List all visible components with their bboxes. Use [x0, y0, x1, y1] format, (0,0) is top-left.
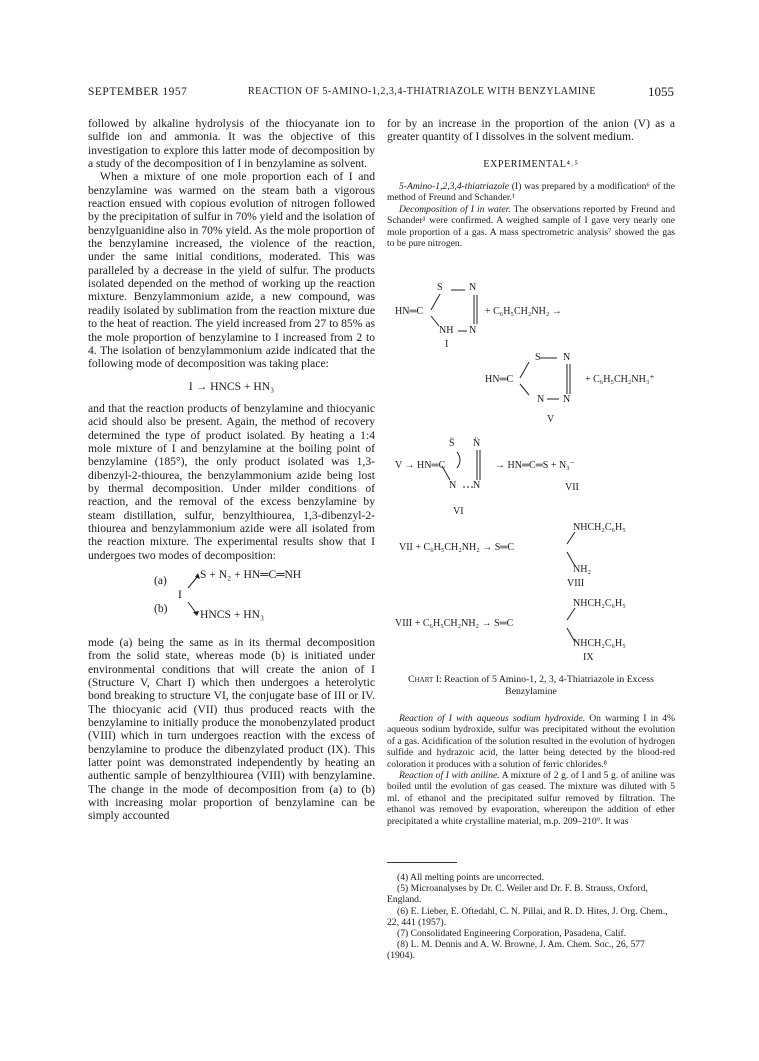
page-number: 1055 [648, 84, 674, 99]
struct-i-NH: NH [439, 325, 454, 336]
left-paragraph-1: followed by alkaline hydrolysis of the thiocyanate ion to sulfide ion and ammonia. It was the objective of this investigation to explore this latter mode of decomposition by a study of the decomposition of I in benzylamine as solvent. [88, 117, 375, 171]
struct-i-reagent: + C₆H₅CH₂NH₂ → [485, 306, 562, 317]
struct-vii-label: VII [565, 482, 579, 493]
struct-ix-label: IX [583, 652, 594, 663]
exp-naoh-text: On warming I in 4% aqueous sodium hydroxide, sulfur was precipitated without the evolution of a gas. Acidification of the solution resulted in the evolution of hydrogen sulfide and hydrazoic acid, the latter being detected by the blood-red coloration it produces with a solution of ferric chlorides.⁸ [387, 713, 675, 770]
mode-b-products: HNCS + HN₃ [200, 608, 265, 621]
header-title: REACTION OF 5-AMINO-1,2,3,4-THIATRIAZOLE WITH BENZYLAMINE [248, 86, 596, 97]
struct-ix-bottom: NHCH₂C₆H₅ [573, 638, 626, 649]
struct-viii-label: VIII [567, 578, 585, 589]
structure-bonds [387, 282, 675, 667]
struct-v-label: V [547, 414, 555, 425]
footnote-7: (7) Consolidated Engineering Corporation, Pasadena, Calif. [397, 928, 627, 940]
exp-water-text: The observations reported by Freund and Schander¹ were confirmed. A weighed sample of I gave very nearly one mole proportion of a gas. A mass spectrometric analysis⁷ showed the gas to be pure nitrogen. [387, 203, 675, 250]
arrowhead-down [193, 611, 199, 616]
left-paragraph-2: When a mixture of one mole proportion each of I and benzylamine was warmed on the steam bath a vigorous reaction ensued with copious evolution of nitrogen followed by the precipitation of sulfur in 70% yield and the isolation of benzylguanidine also in 70% yield. As the mole proportion of the benzylamine increased, the violence of the reaction, under the same initial conditions, moderated. This was paralleled by a decrease in the yield of sulfur. The products isolated depended on the method of working up the reaction mixture. Benzylammonium azide, a new compound, was readily isolated by sublimation from the reaction mixture due to the heat of reaction. The yield increased from 27 to 85% as the mole proportion of benzylamine to I increased from 2 to 4. The isolation of benzylammonium azide indicated that the following mode of decomposition was taking place: [88, 170, 375, 371]
struct-vi-S: S̈ [449, 438, 455, 449]
right-column-lower [387, 674, 675, 827]
left-column [88, 117, 375, 823]
arrow-down [188, 602, 196, 613]
bond [520, 362, 529, 378]
mode-a-products: S + N₂ + HN═C═NH [200, 568, 302, 581]
exp-prep-title: 5-Amino-1,2,3,4-thiatriazole [399, 181, 510, 193]
footnote-list [387, 872, 675, 962]
bond [567, 532, 575, 544]
struct-v-N: N [563, 352, 571, 363]
footnote-8: (8) L. M. Dennis and A. W. Browne, J. Am. Chem. Soc., 26, 577 (1904). [387, 939, 645, 962]
bond [520, 384, 529, 395]
header-date: SEPTEMBER 1957 [88, 86, 188, 98]
experimental-intro [387, 181, 675, 249]
footnote-6: (6) E. Lieber, E. Oftedahl, C. N. Pillai, and R. D. Hites, J. Org. Chem., 22, 441 (1957). [387, 905, 668, 928]
exp-naoh-title: Reaction of I with aqueous sodium hydroxide. [399, 713, 586, 724]
struct-vi-products: → HN═C═S + N₃⁻ [495, 460, 575, 471]
struct-v-N2: N [537, 394, 545, 405]
curved-arrow [457, 452, 460, 468]
struct-i-S: S [437, 282, 443, 293]
struct-viii-top: NHCH₂C₆H₅ [573, 522, 626, 533]
struct-viii-bottom: NH₂ [573, 564, 591, 575]
bond [431, 294, 440, 310]
struct-vi-N3: N [473, 480, 481, 491]
experimental-continued [387, 713, 675, 827]
footnotes [387, 862, 675, 962]
exp-aniline-title: Reaction of I with aniline. [399, 770, 500, 782]
struct-v-hn: HN═C [485, 374, 514, 385]
footnote-rule [387, 862, 457, 863]
struct-ix-lead: VIII + C₆H₅CH₂NH₂ → S═C [395, 618, 514, 629]
struct-vi-N: N̈ [473, 438, 481, 449]
left-paragraph-3: and that the reaction products of benzylamine and thiocyanic acid should also be present. Again, the method of recovery determined the type of product isolated. By heating a 1:4 mole mixture of I and benzylamine at the boiling point of benzylamine (185°), the only product isolated was 1,3-dibenzyl-2-thiourea, the benzylammonium azide being lost by thermal decomposition. Under milder conditions of reaction, and the removal of the excess benzylamine by steam distillation, sulfur, benzylthiourea, 1,3-dibenzyl-2-thiourea and benzylammonium azide were all isolated from the reaction mixture. The experimental results show that I undergoes two modes of decomposition: [88, 401, 375, 562]
mode-b-label: (b) [154, 602, 168, 615]
bond [431, 316, 439, 326]
equation-1: I → HNCS + HN₃ [188, 379, 275, 393]
experimental-heading: EXPERIMENTAL⁴˒⁵ [483, 158, 579, 170]
footnote-4: (4) All melting points are uncorrected. [397, 872, 545, 883]
caption-label: Chart I: [408, 674, 442, 685]
caption-text: Reaction of 5 Amino-1, 2, 3, 4-Thiatriazole in Excess Benzylamine [444, 674, 654, 697]
bond [567, 608, 575, 620]
struct-v-N3: N [563, 394, 571, 405]
struct-i-hn: HN═C [395, 306, 424, 317]
right-paragraph-1: for by an increase in the proportion of the anion (V) as a greater quantity of I dissolves in the solvent medium. [387, 117, 675, 144]
struct-v-S: S [535, 352, 541, 363]
footnote-5: (5) Microanalyses by Dr. C. Weiler and Dr. F. B. Strauss, Oxford, England. [387, 883, 648, 906]
right-column [387, 117, 675, 249]
running-header [88, 86, 674, 102]
struct-ix-top: NHCH₂C₆H₅ [573, 598, 626, 609]
exp-aniline-text: A mixture of 2 g. of I and 5 g. of aniline was boiled until the evolution of gas ceased. The mixture was diluted with 5 ml. of ethanol and the precipitated sulfur removed by filtration. The ethanol was removed by evaporation, whereupon the addition of ether precipitated a white crystalline material, m.p. 209–210°. It was [387, 770, 676, 827]
struct-i-label: I [445, 339, 449, 350]
exp-prep-text: (I) was prepared by a modification⁶ of the method of Freund and Schander.¹ [387, 181, 675, 204]
left-paragraph-4: mode (a) being the same as in its thermal decomposition from the solid state, whereas mode (b) is initiated under environmental conditions that will create the anion of I (Structure V, Chart I) which then undergoes a heterolytic bond breaking to structure VI, the conjugate base of III or IV. The thiocyanic acid (VII) thus produced reacts with the benzylamine to initially produce the monobenzylated product (VIII) which in turn undergoes reaction with the excess of benzylamine to produce the dibenzylated product (IX). This latter point was demonstrated independently by heating an authentic sample of benzylthiourea (VIII) with benzylamine. The change in the mode of decomposition from (a) to (b) with increasing molar proportion of benzylamine can be simply accounted [88, 636, 375, 823]
struct-vi-N2: N [449, 480, 457, 491]
struct-vi-label: VI [453, 506, 464, 517]
struct-viii-lead: VII + C₆H₅CH₂NH₂ → S═C [399, 542, 515, 553]
struct-i-N2: N [469, 325, 477, 336]
struct-i-N: N [469, 282, 477, 293]
struct-v-reagent: + C₆H₅CH₂NH₃⁺ [585, 374, 655, 385]
decomposition-scheme [88, 568, 375, 632]
mode-a-label: (a) [154, 574, 167, 587]
arrow-up [188, 576, 198, 588]
scheme-reactant: I [178, 588, 182, 601]
struct-vi-lead: V → HN═C [395, 460, 446, 471]
chart-caption [387, 674, 675, 697]
chart-i-structures [387, 282, 675, 667]
exp-water-title: Decomposition of I in water. [399, 203, 511, 215]
